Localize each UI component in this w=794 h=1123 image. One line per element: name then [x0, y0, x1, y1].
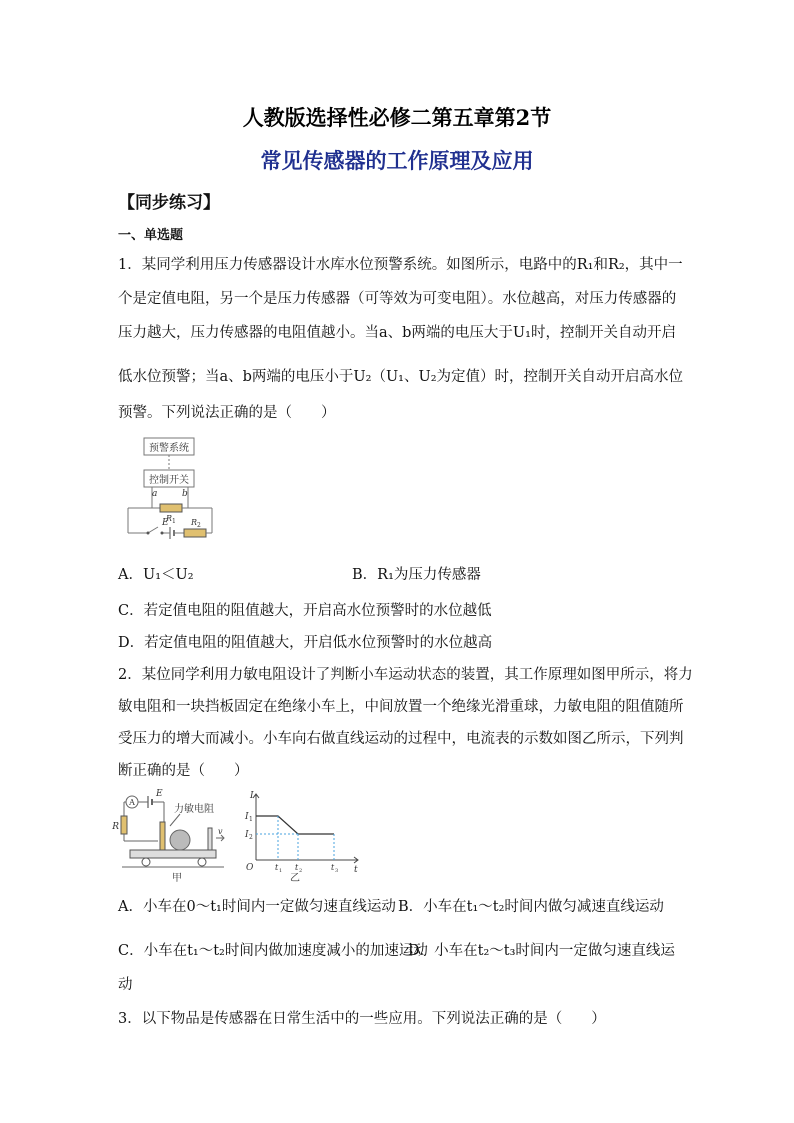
q1-circuit-figure — [118, 432, 228, 544]
svg-text:2: 2 — [197, 522, 201, 529]
svg-text:R: R — [191, 518, 198, 527]
svg-text:甲: 甲 — [172, 873, 182, 884]
q2-line-4: 断正确的是（ ） — [118, 763, 249, 779]
svg-text:预警系统: 预警系统 — [149, 443, 189, 454]
svg-text:I: I — [245, 812, 249, 822]
svg-text:I: I — [250, 791, 254, 801]
resistor-r1 — [160, 504, 182, 512]
svg-text:3: 3 — [335, 868, 339, 874]
q2-line-3: 受压力的增大而减小。小车向右做直线运动的过程中，电流表的示数如图乙所示，下列判 — [118, 731, 684, 747]
svg-text:A: A — [129, 798, 135, 807]
q1-option-b: B．R₁为压力传感器 — [352, 567, 481, 583]
q2-option-d-cont: 动 — [118, 977, 133, 993]
svg-text:a: a — [152, 489, 158, 499]
page-subtitle: 常见传感器的工作原理及应用 — [260, 148, 534, 173]
q2-option-c: C．小车在t₁～t₂时间内做加速度减小的加速运动 — [118, 943, 428, 959]
resistor-r — [121, 816, 127, 834]
q2-line-1: 2．某位同学利用力敏电阻设计了判断小车运动状态的装置，其工作原理如图甲所示，将力 — [118, 667, 693, 683]
svg-text:t: t — [331, 863, 335, 872]
baffle — [208, 828, 212, 850]
q1-line-2: 个是定值电阻，另一个是压力传感器（可等效为可变电阻）。水位越高，对压力传感器的 — [118, 291, 677, 307]
current-curve — [256, 816, 334, 834]
svg-text:t: t — [354, 865, 358, 875]
svg-text:1: 1 — [279, 868, 283, 874]
q2-option-d: D．小车在t₂～t₃时间内一定做匀速直线运 — [408, 943, 675, 959]
svg-text:乙: 乙 — [290, 873, 300, 884]
ball — [170, 830, 190, 850]
q1-line-4: 低水位预警；当a、b两端的电压小于U₂（U₁、U₂为定值）时，控制开关自动开启高水位 — [118, 369, 684, 385]
svg-text:1: 1 — [249, 816, 253, 823]
svg-text:E: E — [162, 518, 169, 528]
q1-line-3: 压力越大，压力传感器的电阻值越小。当a、b两端的电压大于U₁时，控制开关自动开启 — [118, 325, 676, 341]
svg-text:2: 2 — [299, 868, 303, 874]
section-part: 一、单选题 — [118, 228, 184, 243]
page-title: 人教版选择性必修二第五章第2节 — [242, 105, 552, 130]
q2-cart-figure — [112, 788, 228, 884]
q3-line-1: 3．以下物品是传感器在日常生活中的一些应用。下列说法正确的是（ ） — [118, 1011, 606, 1027]
svg-text:t: t — [275, 863, 279, 872]
force-resistor — [160, 822, 165, 850]
svg-text:O: O — [246, 863, 254, 873]
resistor-r2 — [184, 529, 206, 537]
q1-option-d: D．若定值电阻的阻值越大，开启低水位预警时的水位越高 — [118, 635, 493, 651]
q2-current-graph — [242, 788, 364, 884]
q2-option-b: B．小车在t₁～t₂时间内做匀减速直线运动 — [398, 899, 664, 915]
q1-line-1: 1．某同学利用压力传感器设计水库水位预警系统。如图所示，电路中的R₁和R₂，其中一 — [118, 257, 683, 273]
svg-text:R: R — [112, 822, 119, 832]
svg-text:力敏电阻: 力敏电阻 — [174, 804, 214, 815]
svg-text:E: E — [156, 789, 163, 799]
svg-text:t: t — [295, 863, 299, 872]
svg-text:控制开关: 控制开关 — [149, 475, 189, 486]
svg-text:I: I — [245, 830, 249, 840]
section-title: 【同步练习】 — [118, 193, 220, 213]
svg-text:R: R — [166, 514, 173, 523]
q1-line-5: 预警。下列说法正确的是（ ） — [118, 405, 336, 421]
q2-line-2: 敏电阻和一块挡板固定在绝缘小车上，中间放置一个绝缘光滑重球，力敏电阻的阻值随所 — [118, 699, 684, 715]
svg-text:b: b — [182, 489, 188, 499]
q1-option-a: A．U₁＜U₂ — [118, 567, 194, 583]
svg-text:1: 1 — [172, 518, 176, 525]
cart-body — [130, 850, 216, 858]
q1-option-c: C．若定值电阻的阻值越大，开启高水位预警时的水位越低 — [118, 603, 492, 619]
q2-option-a: A．小车在0～t₁时间内一定做匀速直线运动 — [118, 899, 396, 915]
svg-text:2: 2 — [249, 834, 253, 841]
svg-text:v: v — [218, 827, 223, 836]
